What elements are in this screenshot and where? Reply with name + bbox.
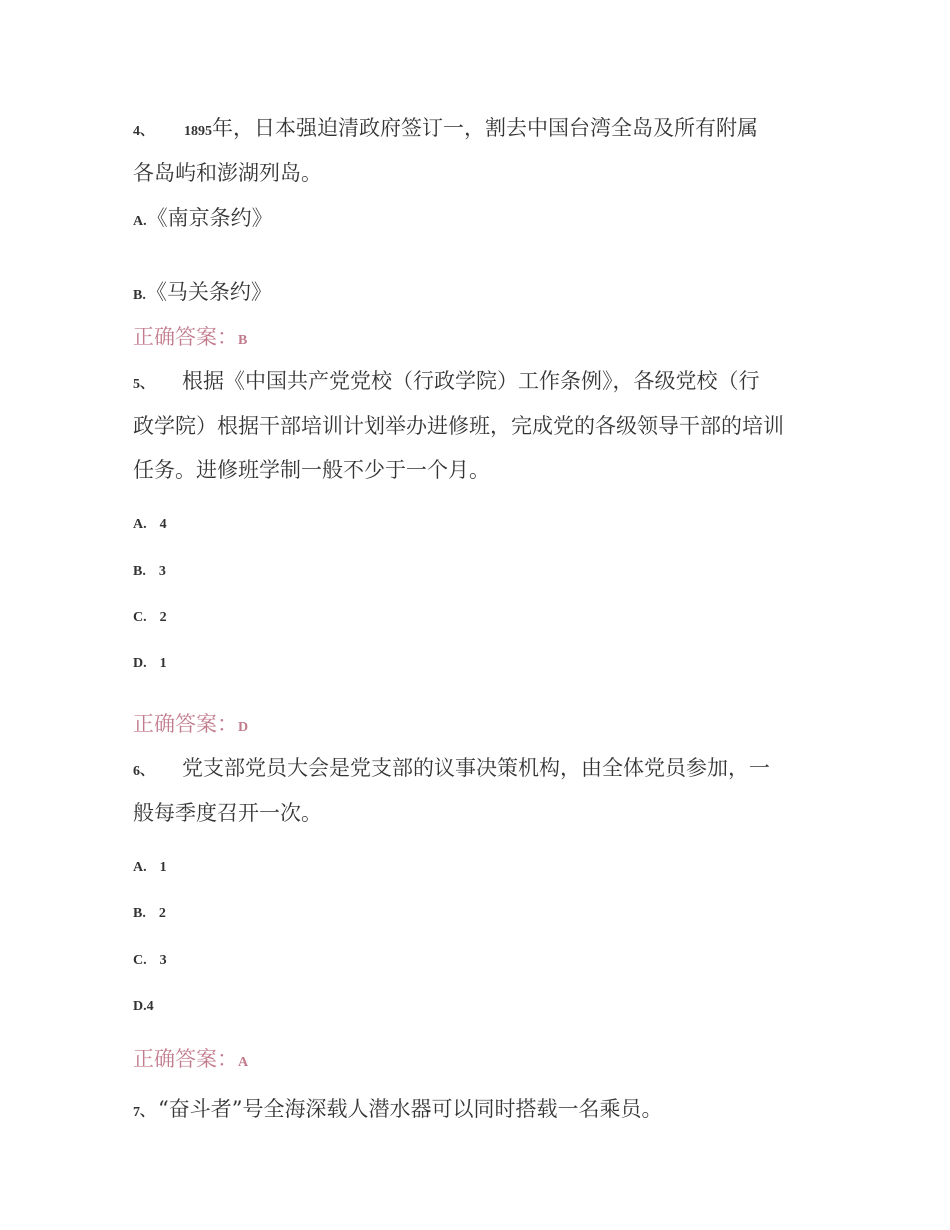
question-5-answer: [133, 708, 248, 738]
option-letter: D.4: [133, 999, 154, 1014]
answer-value: D: [238, 720, 249, 735]
question-number: 4、: [133, 124, 154, 139]
question-number: 5、: [133, 377, 154, 392]
option-text: 《马关条约》: [145, 280, 272, 304]
question-5-option-d: [133, 652, 167, 672]
question-year: 1895: [184, 124, 212, 139]
question-5-line-3: 任务。进修班学制一般不少于一个月。: [133, 458, 490, 482]
option-letter: A.: [133, 214, 147, 229]
question-6-option-d: [133, 995, 154, 1015]
question-6-line-2: 般每季度召开一次。: [133, 801, 322, 825]
question-4-answer: [133, 321, 247, 351]
answer-label: 正确答案：: [133, 325, 238, 349]
question-5-option-c: [133, 606, 167, 626]
option-letter: D.: [133, 656, 147, 671]
option-text: 3: [158, 564, 166, 579]
answer-label: 正确答案：: [133, 1047, 238, 1071]
option-letter: C.: [133, 953, 147, 968]
question-text: “奋斗者”号全海深载人潜水器可以同时搭载一名乘员。: [158, 1097, 663, 1121]
question-4-line-1: [133, 112, 758, 142]
option-letter: B.: [133, 564, 146, 579]
question-6-line-1: [133, 752, 770, 782]
option-text: 《南京条约》: [146, 206, 273, 230]
option-letter: A.: [133, 517, 147, 532]
question-6-option-a: [133, 856, 167, 876]
option-text: 4: [159, 517, 167, 532]
question-number: 7、: [133, 1105, 154, 1120]
question-6-option-b: [133, 902, 166, 922]
option-text: 3: [159, 953, 167, 968]
option-text: 1: [159, 656, 167, 671]
question-4-line-2: 各岛屿和澎湖列岛。: [133, 161, 322, 185]
question-6-option-c: [133, 949, 167, 969]
answer-label: 正确答案：: [133, 712, 238, 736]
question-4-option-b: [133, 276, 272, 306]
question-text: 年，日本强迫清政府签订一，割去中国台湾全岛及所有附属: [212, 116, 758, 140]
question-4-option-a: [133, 202, 273, 232]
question-7-line-1: [133, 1093, 662, 1123]
option-text: 2: [159, 610, 167, 625]
question-text: 党支部党员大会是党支部的议事决策机构，由全体党员参加，一: [182, 756, 770, 780]
option-letter: A.: [133, 860, 147, 875]
question-5-line-2: 政学院）根据干部培训计划举办进修班，完成党的各级领导干部的培训: [133, 414, 784, 438]
option-letter: B.: [133, 288, 146, 303]
option-text: 1: [159, 860, 167, 875]
question-number: 6、: [133, 764, 154, 779]
answer-value: B: [238, 333, 248, 348]
question-text: 根据《中国共产党党校（行政学院）工作条例》，各级党校（行: [182, 369, 760, 393]
answer-value: A: [238, 1055, 249, 1070]
question-6-answer: [133, 1043, 248, 1073]
option-letter: C.: [133, 610, 147, 625]
question-5-option-a: [133, 513, 167, 533]
question-5-option-b: [133, 560, 166, 580]
question-5-line-1: [133, 365, 760, 395]
option-letter: B.: [133, 906, 146, 921]
option-text: 2: [158, 906, 166, 921]
